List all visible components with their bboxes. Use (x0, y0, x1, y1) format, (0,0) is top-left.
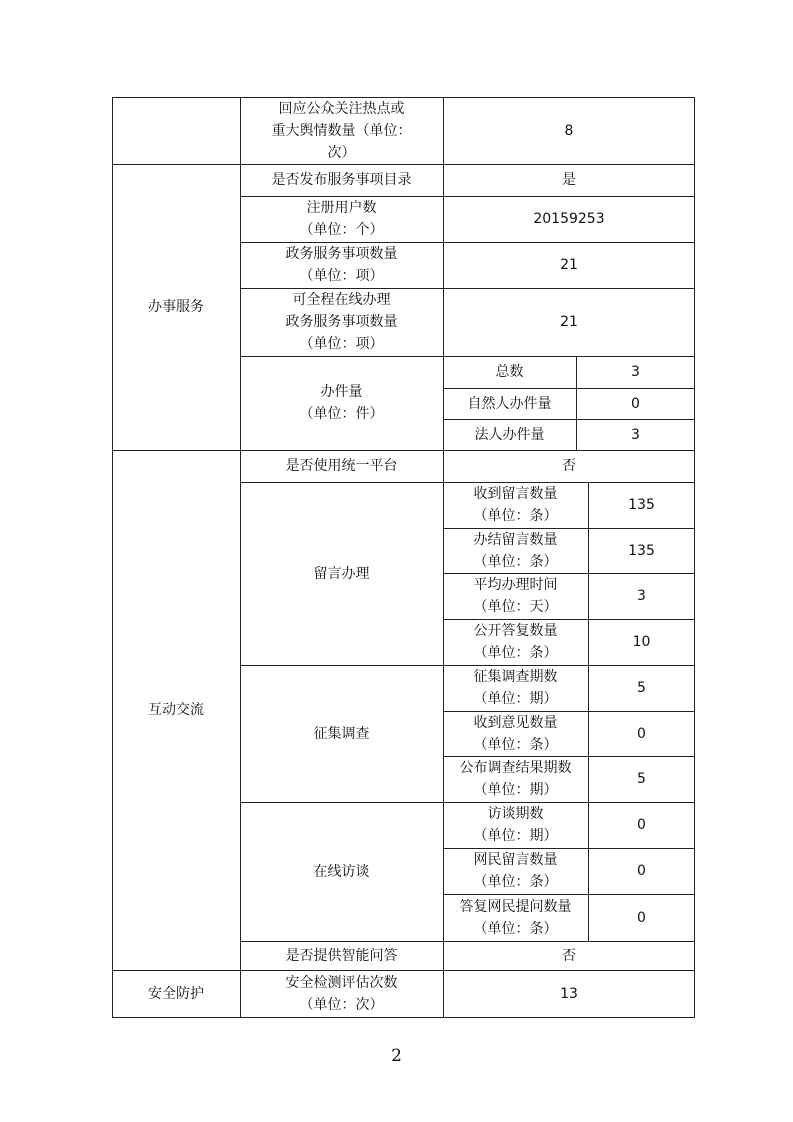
interview-item-value: 0 (637, 909, 646, 926)
grid-line (240, 196, 695, 197)
survey-item-label: 公布调查结果期数 （单位：期） (459, 760, 572, 798)
message-item-label: 公开答复数量 （单位：条） (473, 623, 558, 661)
grid-line (112, 970, 695, 971)
value-security-checks: 13 (560, 985, 578, 1002)
category-service: 办事服务 (148, 299, 204, 315)
category-interaction: 互动交流 (148, 702, 204, 718)
row-label-online-items: 可全程在线办理 政务服务事项数量 （单位：项） (285, 292, 398, 352)
message-item-value: 10 (632, 634, 651, 650)
message-item-label: 收到留言数量 （单位：条） (473, 486, 558, 524)
grid-line (240, 356, 695, 357)
value-unified-platform: 否 (562, 458, 576, 474)
caseload-item-value: 3 (631, 364, 640, 380)
grid-line (240, 665, 695, 666)
row-label-unified-platform: 是否使用统一平台 (285, 458, 398, 474)
row-label-hotspot: 回应公众关注热点或 重大舆情数量（单位： 次） (271, 100, 412, 161)
grid-line (443, 573, 695, 574)
grid-line (443, 528, 695, 529)
interview-item-label: 网民留言数量 （单位：条） (473, 852, 558, 890)
interview-item-value: 0 (637, 863, 646, 879)
message-item-value: 135 (628, 497, 655, 513)
interview-item-label: 答复网民提问数量 （单位：条） (459, 898, 572, 937)
grid-line (443, 388, 695, 389)
caseload-item-value: 0 (631, 395, 640, 412)
row-label-security-checks: 安全检测评估次数 （单位：次） (285, 974, 398, 1013)
row-label-messages: 留言办理 (313, 565, 370, 582)
grid-line (240, 288, 695, 289)
grid-line (240, 941, 695, 942)
value-service-catalog: 是 (562, 172, 576, 188)
grid-line (240, 242, 695, 243)
page-number: 2 (391, 1046, 402, 1066)
grid-line (443, 419, 695, 420)
grid-line (576, 356, 577, 450)
caseload-item-label: 总数 (495, 364, 524, 380)
grid-line (112, 450, 695, 451)
value-smart-qa: 否 (562, 947, 576, 964)
interview-item-value: 0 (637, 817, 646, 833)
message-item-value: 135 (628, 542, 655, 559)
message-item-label: 办结留言数量 （单位：条） (473, 531, 558, 570)
survey-item-label: 征集调查期数 （单位：期） (473, 669, 558, 707)
grid-line (443, 756, 695, 757)
survey-item-value: 0 (637, 725, 646, 742)
grid-line (240, 482, 695, 483)
grid-line (443, 894, 695, 895)
grid-line (112, 1017, 695, 1018)
row-label-service-items: 政务服务事项数量 （单位：项） (285, 246, 398, 284)
value-registered-users: 20159253 (533, 211, 605, 227)
message-item-label: 平均办理时间 （单位：天） (473, 577, 558, 615)
grid-line (443, 711, 695, 712)
row-label-registered-users: 注册用户数 （单位：个） (299, 200, 384, 238)
interview-item-label: 访谈期数 （单位：期） (473, 806, 558, 844)
survey-item-value: 5 (637, 680, 646, 696)
caseload-item-value: 3 (631, 426, 640, 443)
grid-line (112, 97, 695, 98)
value-service-items: 21 (560, 257, 578, 273)
caseload-item-label: 法人办件量 (474, 426, 545, 443)
row-label-smart-qa: 是否提供智能问答 (285, 947, 398, 964)
value-online-items: 21 (560, 314, 578, 330)
grid-line (112, 97, 113, 1018)
message-item-value: 3 (637, 588, 646, 604)
survey-item-label: 收到意见数量 （单位：条） (473, 714, 558, 753)
row-label-caseload: 办件量 （单位：件） (299, 384, 384, 422)
grid-line (443, 619, 695, 620)
category-security: 安全防护 (148, 985, 204, 1002)
row-label-service-catalog: 是否发布服务事项目录 (271, 172, 412, 188)
value-hotspot: 8 (564, 122, 574, 139)
row-label-survey: 征集调查 (313, 725, 370, 742)
row-label-interview: 在线访谈 (313, 863, 370, 880)
survey-item-value: 5 (637, 771, 646, 787)
grid-line (443, 97, 444, 1018)
grid-line (443, 848, 695, 849)
grid-line (694, 97, 695, 1018)
caseload-item-label: 自然人办件量 (467, 395, 552, 412)
grid-line (112, 164, 695, 165)
grid-line (240, 97, 241, 1018)
grid-line (240, 802, 695, 803)
